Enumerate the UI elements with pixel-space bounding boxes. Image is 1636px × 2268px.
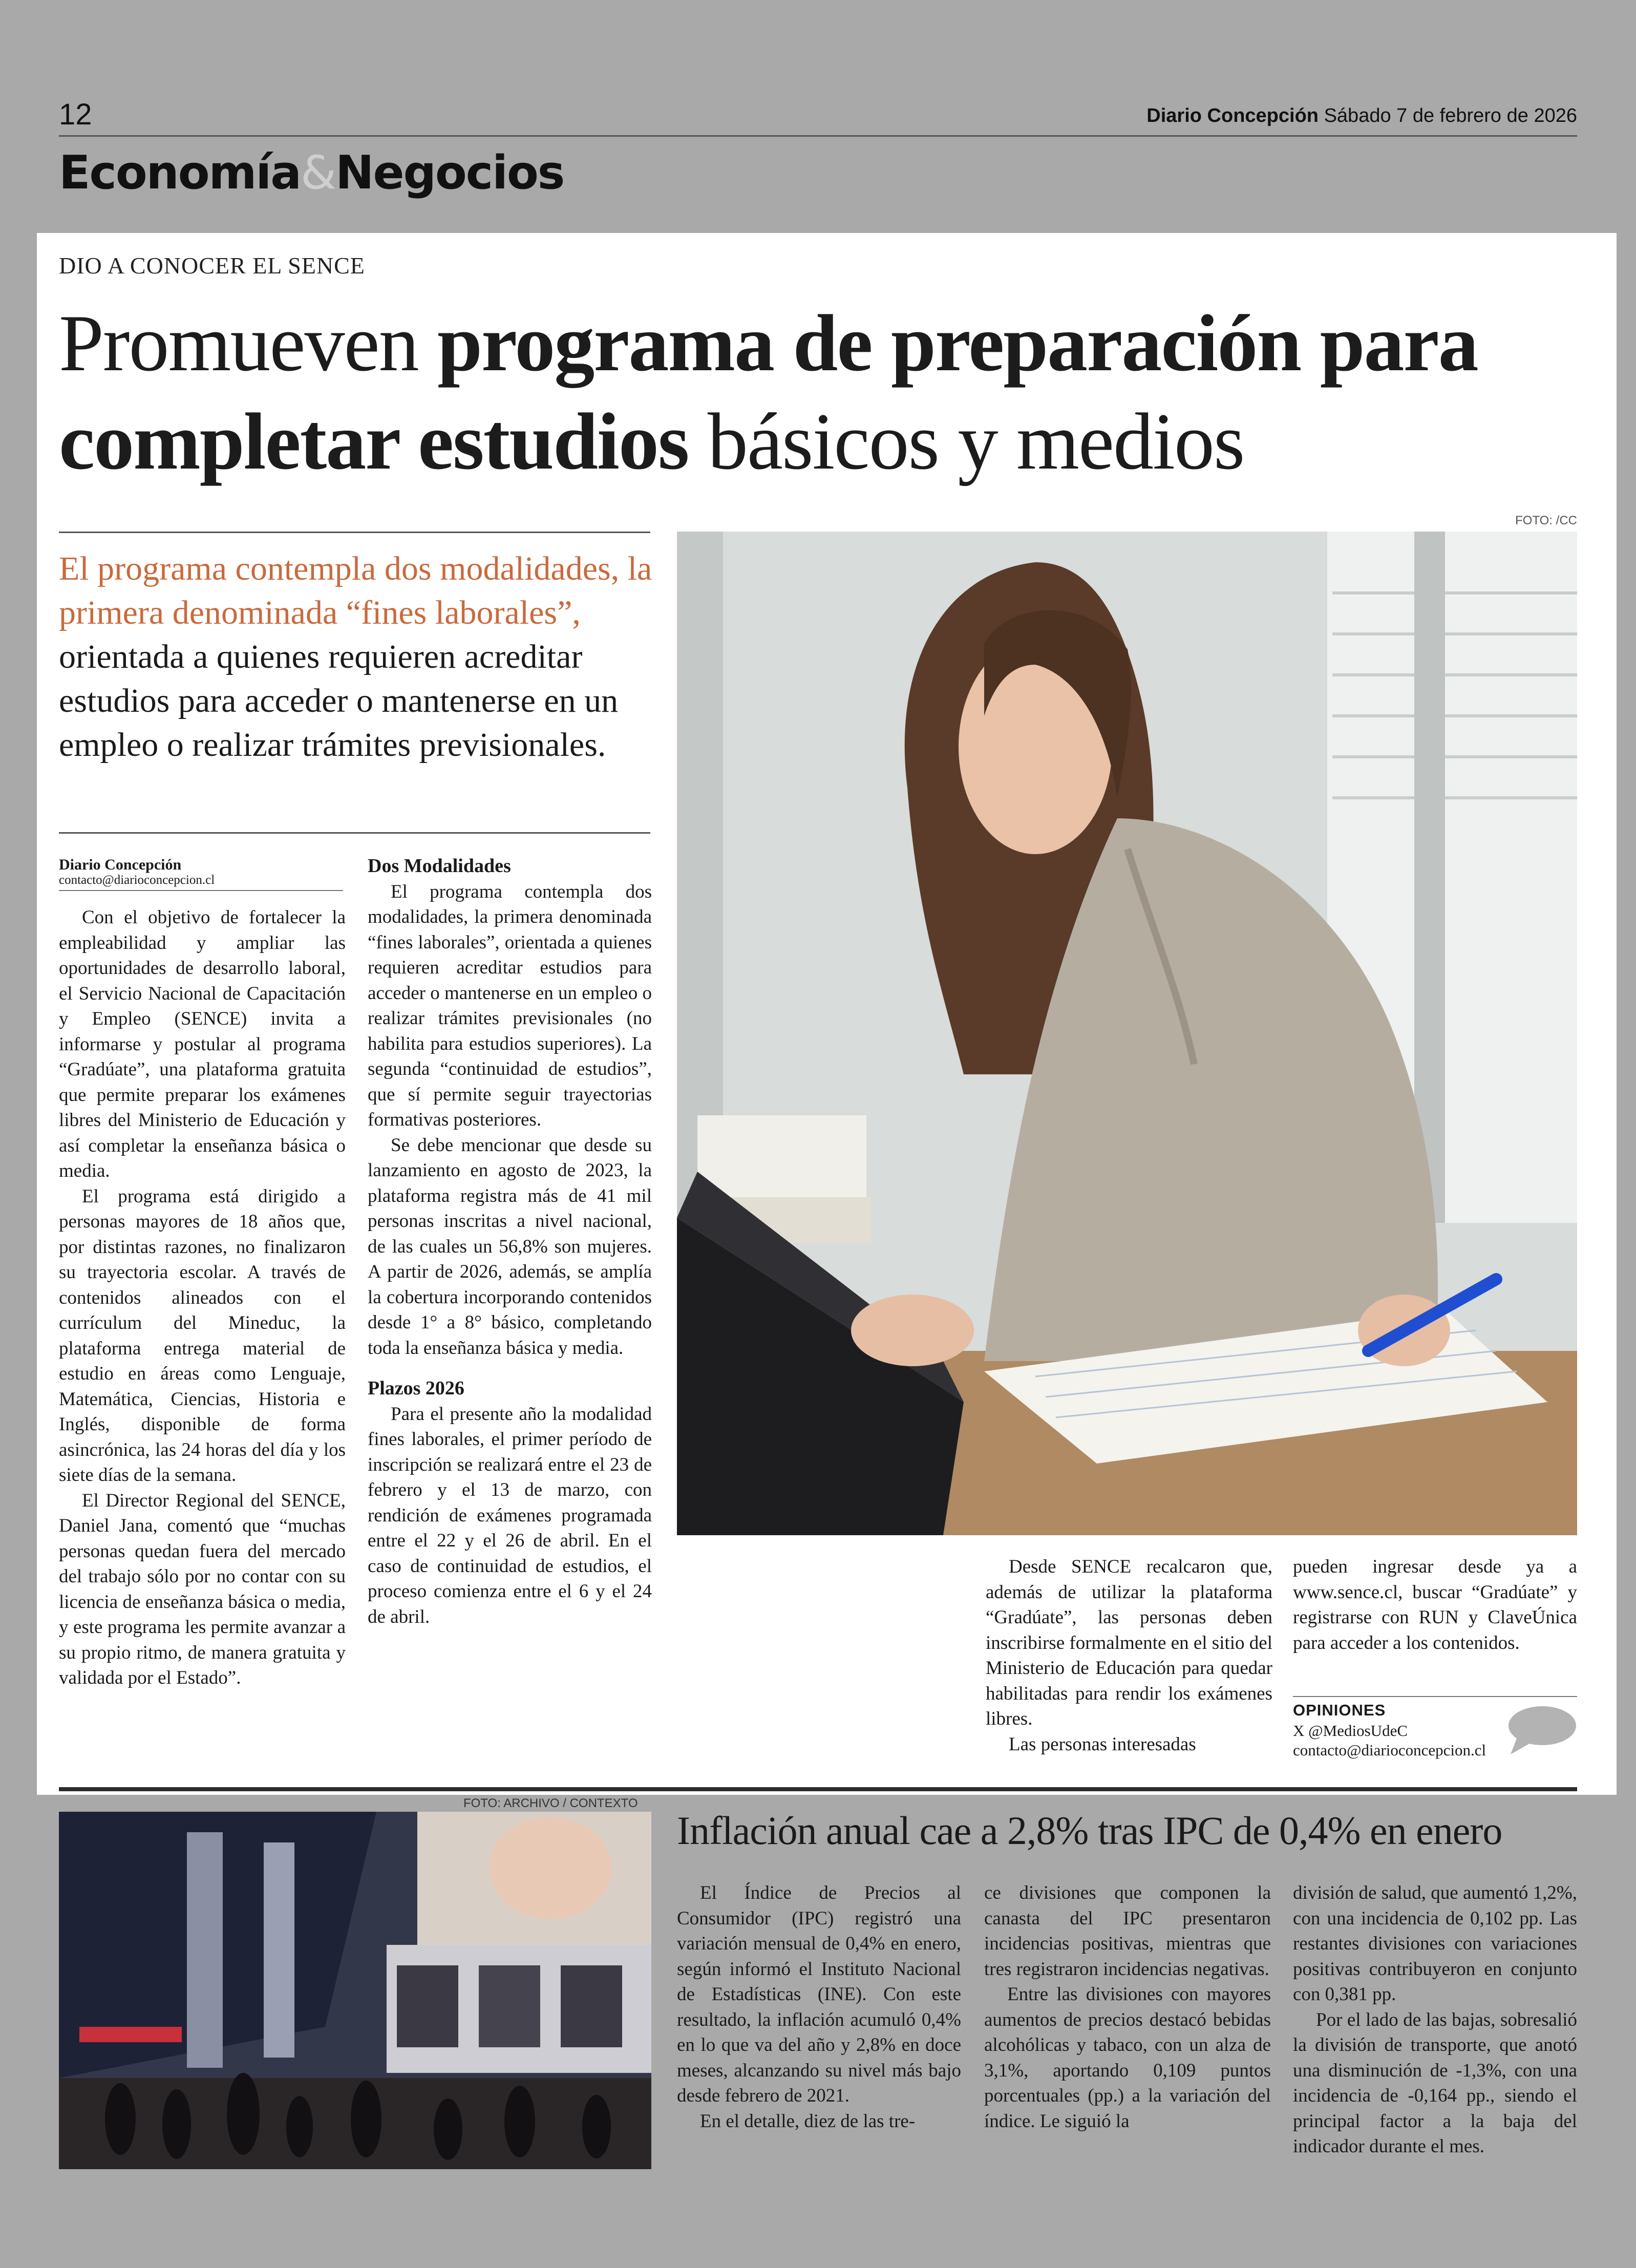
article-column-2	[368, 854, 652, 1629]
article-column-1	[59, 905, 346, 1691]
section-part-economia: Economía	[59, 146, 301, 200]
street-photo	[59, 1812, 651, 2169]
byline-rule	[59, 890, 343, 891]
subhead-plazos-2026: Plazos 2026	[368, 1377, 464, 1399]
opiniones-x-handle: X @MediosUdeC	[1293, 1722, 1408, 1740]
brief-photo-credit: FOTO: ARCHIVO / CONTEXTO	[463, 1796, 638, 1810]
brief-column-3	[1293, 1880, 1577, 2159]
brief-col3-paragraph-2: Por el lado de las bajas, sobresalió la división de transporte, que anotó una disminución de -1,3%, con una incidencia de -0,164 pp., siendo el principal factor a la baja del indicador durante el mes.	[1293, 2009, 1577, 2157]
page-number: 12	[59, 98, 92, 131]
col1-paragraph-1: Con el objetivo de fortalecer la empleabilidad y ampliar las oportunidades de desarrollo laboral, el Servicio Nacional de Capacitación y Empleo (SENCE) invita a informarse y postular al programa “Gradúate”, una plataforma gratuita que permite preparar los exámenes libres del Ministerio de Educación y así completar la enseñanza básica o media.	[59, 907, 346, 1181]
brief-headline: Inflación anual cae a 2,8% tras IPC de 0,4% en enero	[677, 1808, 1502, 1853]
opiniones-title: OPINIONES	[1293, 1701, 1386, 1719]
brief-col1-paragraph-2: En el detalle, diez de las tre-	[700, 2110, 916, 2132]
col2-paragraph-3: Para el presente año la modalidad fines laborales, el primer período de inscripción se realizará entre el 23 de febrero y el 13 de marzo, con rendición de exámenes programada entre el 22 y el 26 de abril. En el caso de continuidad de estudios, el proceso comienza entre el 6 y el 24 de abril.	[368, 1403, 652, 1627]
col3-paragraph-1: Desde SENCE recalcaron que, además de utilizar la plataforma “Gradúate”, las personas deben inscribirse formalmente en el sitio del Ministerio de Educación para quedar habilitadas para rendir los exámenes libres.	[986, 1556, 1272, 1729]
headline-part-3: básicos y medios	[688, 397, 1244, 486]
header-rule	[59, 135, 1577, 137]
lead-rule-top	[59, 532, 650, 533]
lead-highlight: El programa contempla dos modalidades, la primera denominada “fines laborales”,	[59, 550, 652, 631]
col4-paragraph-1: pueden ingresar desde ya a www.sence.cl, buscar “Gradúate” y registrarse con RUN y ClaveÚnica para acceder a los contenidos.	[1293, 1556, 1577, 1654]
article-column-3	[986, 1554, 1272, 1757]
brief-column-2	[984, 1880, 1271, 2134]
brief-col2-paragraph-1: ce divisiones que componen la canasta del IPC presentaron incidencias positivas, mientras que tres registraron incidencias negativas.	[984, 1882, 1271, 1980]
lead-rule-bottom	[59, 832, 650, 834]
lead-rest: orientada a quienes requieren acreditar estudios para acceder o mantenerse en un empleo o realizar trámites previsionales.	[59, 638, 619, 764]
section-part-negocios: Negocios	[335, 146, 564, 200]
col1-paragraph-3: El Director Regional del SENCE, Daniel Jana, comentó que “muchas personas quedan fuera del mercado del trabajo sólo por no contar con su licencia de enseñanza básica o media, y este programa les permite avanzar a su propio ritmo, de manera gratuita y validada por el Estado”.	[59, 1490, 346, 1688]
article-headline	[59, 294, 1590, 491]
street-illustration	[59, 1812, 651, 2169]
col3-paragraph-2: Las personas interesadas	[1009, 1733, 1196, 1755]
section-ampersand: &	[300, 146, 336, 200]
issue-date: Sábado 7 de febrero de 2026	[1324, 105, 1577, 126]
headline-part-1: Promueven	[59, 299, 438, 388]
paper-name: Diario Concepción	[1146, 105, 1319, 126]
article-kicker: DIO A CONOCER EL SENCE	[59, 252, 365, 279]
student-illustration	[677, 532, 1577, 1535]
masthead	[1146, 105, 1577, 127]
brief-col1-paragraph-1: El Índice de Precios al Consumidor (IPC) registró una variación mensual de 0,4% en enero, según informó el Instituto Nacional de Estadísticas (INE). Con este resultado, la inflación acumuló 0,4% en lo que va del año y 2,8% en doce meses, alcanzando su nivel más bajo desde febrero de 2021.	[677, 1882, 961, 2106]
headline-part-2: programa de preparación para completar estudios	[59, 299, 1478, 486]
student-photo	[677, 532, 1577, 1535]
opiniones-email: contacto@diarioconcepcion.cl	[1293, 1741, 1486, 1759]
brief-col2-paragraph-2: Entre las divisiones con mayores aumentos de precios destacó bebidas alcohólicas y tabaco, con un alza de 3,1%, aportando 0,109 puntos porcentuales (pp.) a la variación del índice. Le siguió la	[984, 1984, 1271, 2132]
bottom-story-rule	[59, 1787, 1577, 1791]
photo-credit: FOTO: /CC	[1515, 514, 1577, 527]
col1-paragraph-2: El programa está dirigido a personas mayores de 18 años que, por distintas razones, no finalizaron su trayectoria escolar. A través de contenidos alineados con el currículum del Mineduc, la plataforma entrega material de estudio en áreas como Lenguaje, Matemática, Ciencias, Historia e Inglés, disponible de forma asincrónica, las 24 horas del día y los siete días de la semana.	[59, 1185, 346, 1486]
col2-paragraph-1: El programa contempla dos modalidades, la primera denominada “fines laborales”, orientada a quienes requieren acreditar estudios para acceder o mantenerse en un empleo o realizar trámites previsionales (no habilita para estudios superiores). La segunda “continuidad de estudios”, que sí permite seguir trayectorias formativas posteriores.	[368, 881, 652, 1130]
section-title	[59, 146, 564, 200]
byline-email: contacto@diarioconcepcion.cl	[59, 873, 215, 887]
subhead-dos-modalidades: Dos Modalidades	[368, 855, 511, 877]
speech-bubble-icon	[1505, 1704, 1577, 1758]
byline-name: Diario Concepción	[59, 856, 182, 873]
opiniones-rule	[1293, 1696, 1577, 1697]
article-column-4	[1293, 1554, 1577, 1656]
col2-paragraph-2: Se debe mencionar que desde su lanzamiento en agosto de 2023, la plataforma registra más de 41 mil personas inscritas a nivel nacional, de las cuales un 56,8% son mujeres. A partir de 2026, además, se amplía la cobertura incorporando contenidos desde 1° a 8° básico, completando toda la enseñanza básica y media.	[368, 1134, 652, 1359]
article-lead	[59, 547, 653, 767]
brief-col3-paragraph-1: división de salud, que aumentó 1,2%, con una incidencia de 0,102 pp. Las restantes divisiones con variaciones positivas contribuyeron en conjunto con 0,381 pp.	[1293, 1882, 1577, 2005]
brief-column-1	[677, 1880, 961, 2134]
